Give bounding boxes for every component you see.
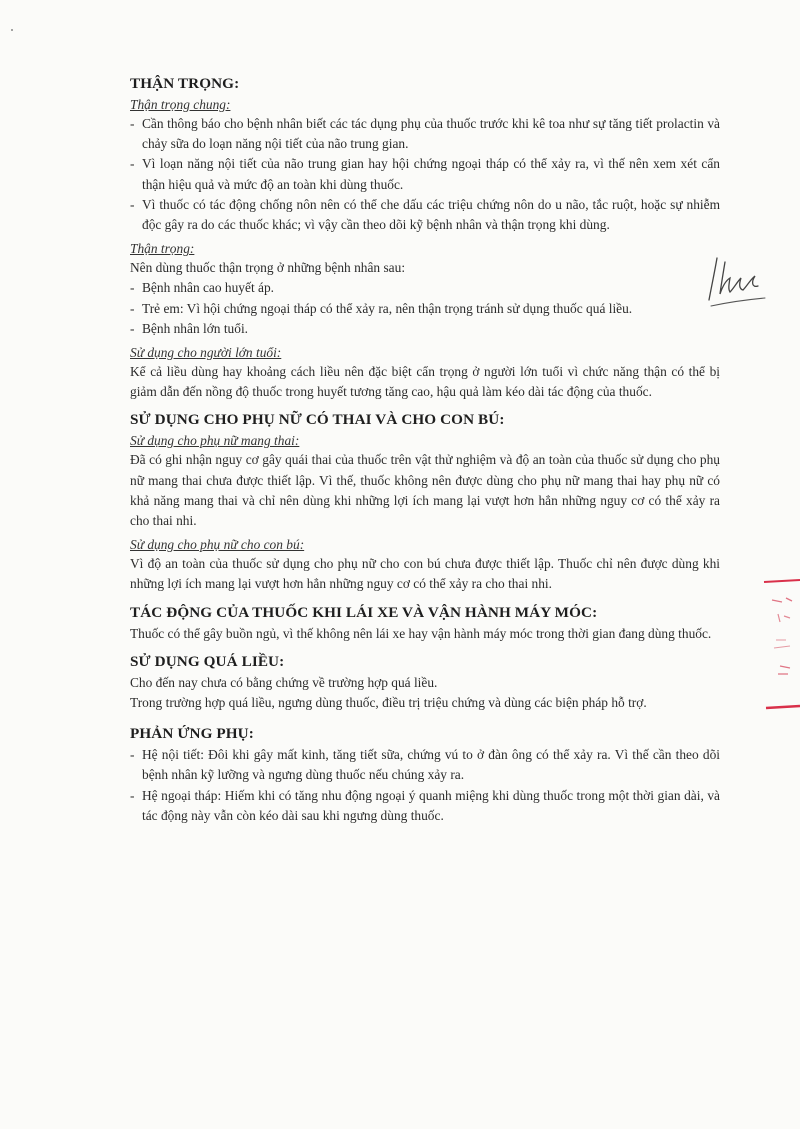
section-heading-caution: THẬN TRỌNG: [130,75,240,92]
section-heading-pregnancy: SỬ DỤNG CHO PHỤ NỮ CÓ THAI VÀ CHO CON BÚ: [130,411,505,429]
overdose-treatment-text: Trong trường hợp quá liều, ngưng dùng thuốc, điều trị triệu chứng và dùng các biện pháp hỗ trợ. [130,695,647,711]
handwritten-signature [703,248,773,310]
list-item: - Bệnh nhân cao huyết áp. [130,278,720,298]
subheading-caution: Thận trọng: [130,241,195,257]
list-item: - Hệ ngoại tháp: Hiếm khi có tăng nhu động ngoại ý quanh miệng khi dùng thuốc trong một thời gian dài, và tác động này vẫn còn kéo dài sau khi ngưng dùng thuốc. [130,786,720,826]
section-heading-driving: TÁC ĐỘNG CỦA THUỐC KHI LÁI XE VÀ VẬN HÀNH MÁY MÓC: [130,603,598,621]
caution-list [130,278,720,339]
caution-intro: Nên dùng thuốc thận trọng ở những bệnh nhân sau: [130,260,406,276]
subheading-elderly-use: Sử dụng cho người lớn tuổi: [130,345,282,361]
list-item: - Trẻ em: Vì hội chứng ngoại tháp có thể xảy ra, nên thận trọng tránh sử dụng thuốc quá liều. [130,299,720,319]
subheading-nursing-use: Sử dụng cho phụ nữ cho con bú: [130,537,305,553]
list-item: - Cần thông báo cho bệnh nhân biết các tác dụng phụ của thuốc trước khi kê toa như sự tăng tiết prolactin và chảy sữa do loạn năng nội tiết của não trung gian. [130,114,720,154]
section-heading-overdose: SỬ DỤNG QUÁ LIỀU: [130,652,285,670]
nursing-use-text: Vì độ an toàn của thuốc sử dụng cho phụ nữ cho con bú chưa được thiết lập. Thuốc chỉ nên được dùng khi những lợi ích mang lại vượt hơn hẳn những nguy cơ có thể xảy ra cho thai nhi. [130,556,720,592]
driving-text: Thuốc có thể gây buồn ngủ, vì thế không nên lái xe hay vận hành máy móc trong thời gian đang dùng thuốc. [130,625,712,641]
section-heading-side-effects: PHẢN ỨNG PHỤ: [130,725,254,743]
subheading-pregnant-use: Sử dụng cho phụ nữ mang thai: [130,433,300,449]
list-item: - Bệnh nhân lớn tuổi. [130,319,720,339]
pregnant-use-text: Đã có ghi nhận nguy cơ gây quái thai của thuốc trên vật thử nghiệm và độ an toàn của thuốc sử dụng cho phụ nữ mang thai chưa được thiết lập. Vì thế, thuốc không nên được dùng cho phụ nữ mang thai hay phụ nữ có khả năng mang thai và chỉ nên dùng khi những lợi ích mang lại vượt hơn hẳn những nguy cơ có thể xảy ra cho thai nhi. [130,452,720,529]
document-body [130,73,720,826]
elderly-use-text: Kể cả liều dùng hay khoảng cách liều nên đặc biệt cẩn trọng ở người lớn tuổi vì chức năng thận có thể bị giảm dẫn đến nồng độ thuốc trong huyết tương tăng cao, hậu quả làm kéo dài tác động của thuốc. [130,364,720,400]
list-item: - Vì loạn năng nội tiết của não trung gian hay hội chứng ngoại tháp có thể xảy ra, vì thế nên xem xét cẩn thận hiệu quả và mức độ an toàn khi dùng thuốc. [130,154,720,194]
side-effects-list [130,745,720,826]
red-stamp-fragment [760,570,800,720]
overdose-text: Cho đến nay chưa có bằng chứng về trường hợp quá liều. [130,674,438,690]
subheading-general-caution: Thận trọng chung: [130,97,231,112]
list-item: - Vì thuốc có tác động chống nôn nên có thể che dấu các triệu chứng nôn do u não, tắc ruột, hoặc sự nhiễm độc gây ra do các thuốc khác; vì vậy cần theo dõi kỹ bệnh nhân và thận trọng khi dùng. [130,195,720,235]
list-item: - Hệ nội tiết: Đôi khi gây mất kinh, tăng tiết sữa, chứng vú to ở đàn ông có thể xảy ra. Vì thế cần theo dõi bệnh nhân kỹ lưỡng và ngưng dùng thuốc nếu chúng xảy ra. [130,745,720,785]
general-caution-list [130,114,720,235]
scan-speck [10,28,14,32]
